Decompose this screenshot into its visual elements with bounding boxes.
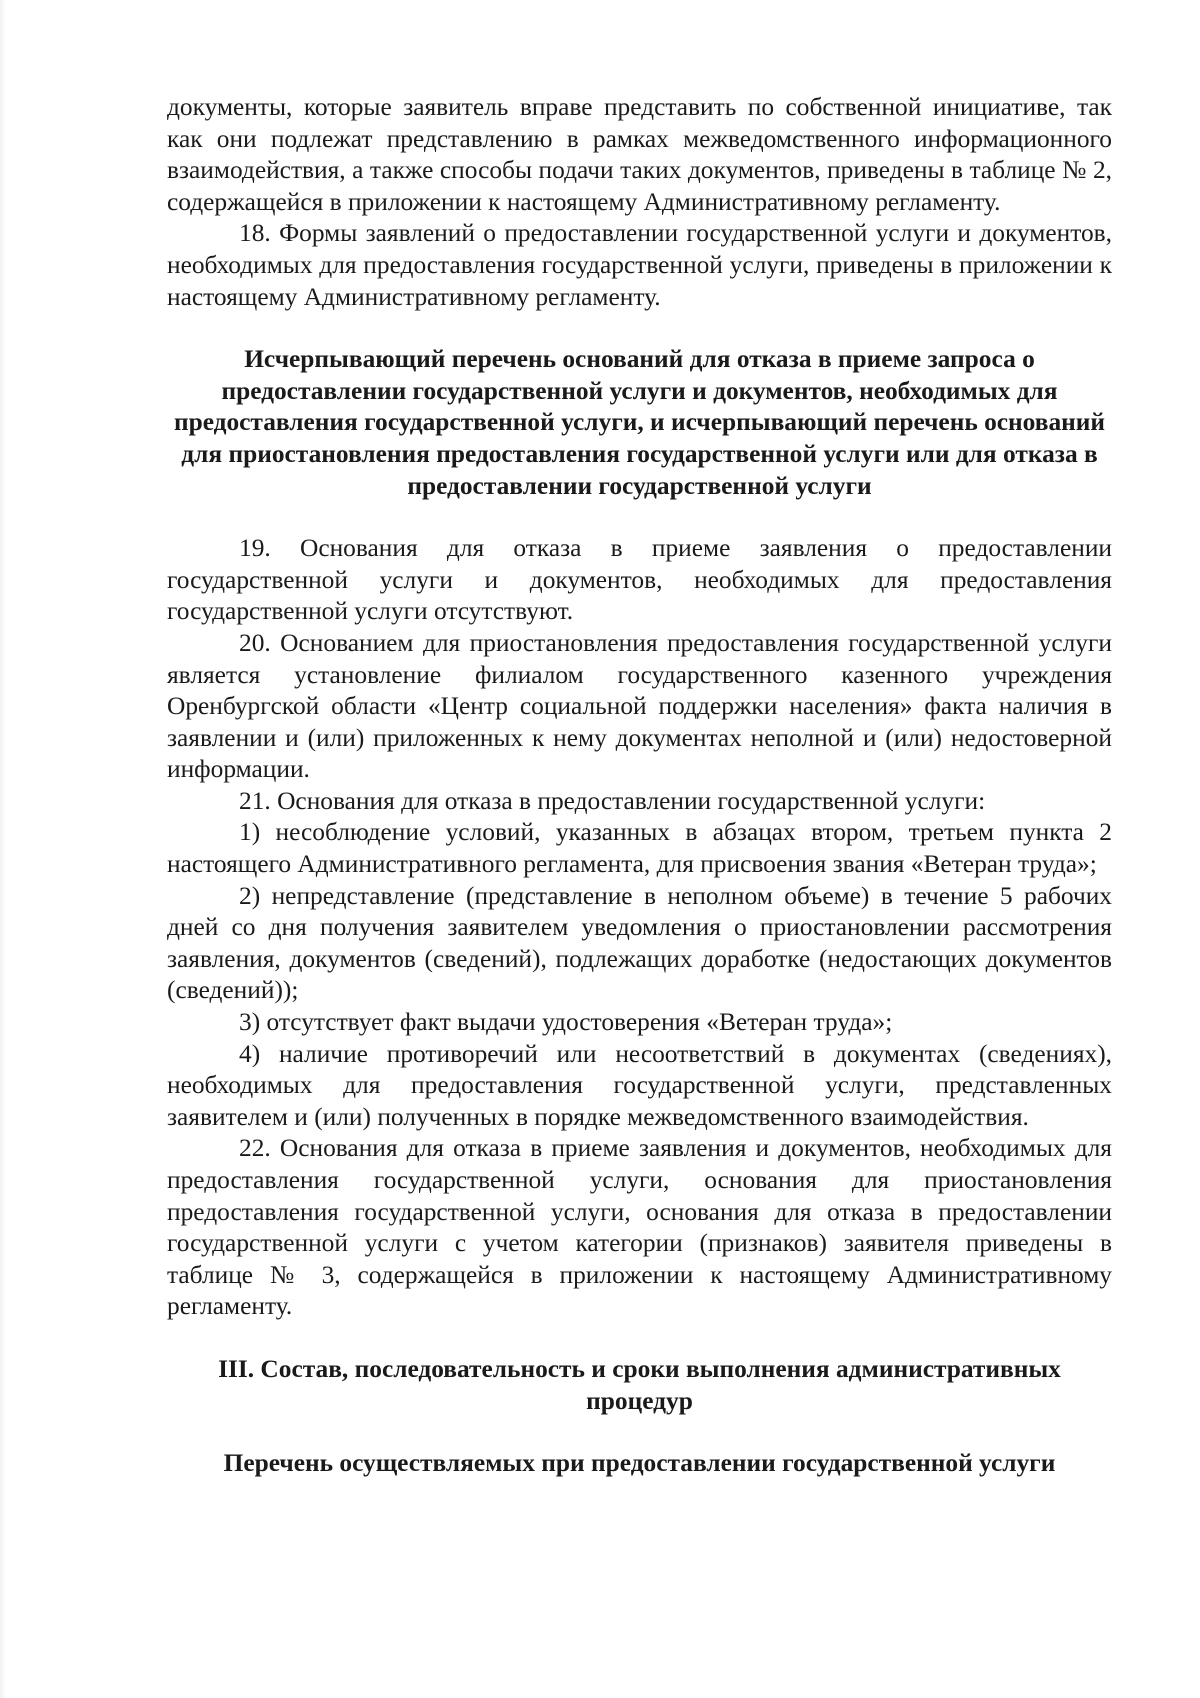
section-heading-iii: III. Состав, последовательность и сроки выполнения административных процедур: [218, 1354, 1061, 1415]
paragraph-20: 20. Основанием для приостановления предоставления государственной услуги является установление филиалом государственного казенного учреждения Оренбургской области «Центр социальной поддержки населения» факта наличия в заявлении и (или) приложенных к нему документах неполной и (или) недостоверной информации.: [167, 628, 1112, 784]
paragraph-21-item-4: 4) наличие противоречий или несоответствий в документах (сведениях), необходимых для предоставления государственной услуги, представленных заявителем и (или) полученных в порядке межведомственного взаимодействия.: [167, 1039, 1112, 1131]
paragraph-21-item-2: 2) непредставление (представление в неполном объеме) в течение 5 рабочих дней со дня получения заявителем уведомления о приостановлении рассмотрения заявления, документов (сведений), подлежащих доработке (недостающих документов (сведений));: [167, 881, 1112, 1005]
paragraph-21: 21. Основания для отказа в предоставлении государственной услуги:: [239, 786, 986, 815]
paragraph-22: 22. Основания для отказа в приеме заявления и документов, необходимых для предоставления государственной услуги, основания для приостановления предоставления государственной услуги, основания для отказа в предоставлении государственной услуги с учетом категории (признаков) заявителя приведены в таблице № 3, содержащейся в приложении к настоящему Административному регламенту.: [167, 1134, 1112, 1321]
document-body: [167, 92, 1112, 1480]
paragraph-19: 19. Основания для отказа в приеме заявления о предоставлении государственной услуги и документов, необходимых для предоставления государственной услуги отсутствуют.: [167, 534, 1112, 626]
paragraph-21-item-1: 1) несоблюдение условий, указанных в абзацах втором, третьем пункта 2 настоящего Административного регламента, для присвоения звания «Ветеран труда»;: [167, 818, 1112, 879]
scan-edge-left: [0, 0, 6, 1698]
paragraph-18: 18. Формы заявлений о предоставлении государственной услуги и документов, необходимых для предоставления государственной услуги, приведены в приложении к настоящему Административному регламенту.: [167, 219, 1112, 311]
paragraph-intro: документы, которые заявитель вправе представить по собственной инициативе, так как они подлежат представлению в рамках межведомственного информационного взаимодействия, а также способы подачи таких документов, приведены в таблице № 2, содержащейся в приложении к настоящему Административному регламенту.: [167, 93, 1112, 216]
paragraph-21-item-3: 3) отсутствует факт выдачи удостоверения «Ветеран труда»;: [239, 1008, 893, 1037]
section-heading-refusal-grounds: Исчерпывающий перечень оснований для отказа в приеме запроса о предоставлении государственной услуги и документов, необходимых для предоставления государственной услуги, и исчерпывающий перечень оснований для приостановления предоставления государственной услуги или для отказа в предоставлении государственной услуги: [173, 345, 1106, 500]
section-heading-procedures-list: Перечень осуществляемых при предоставлении государственной услуги: [223, 1449, 1056, 1478]
